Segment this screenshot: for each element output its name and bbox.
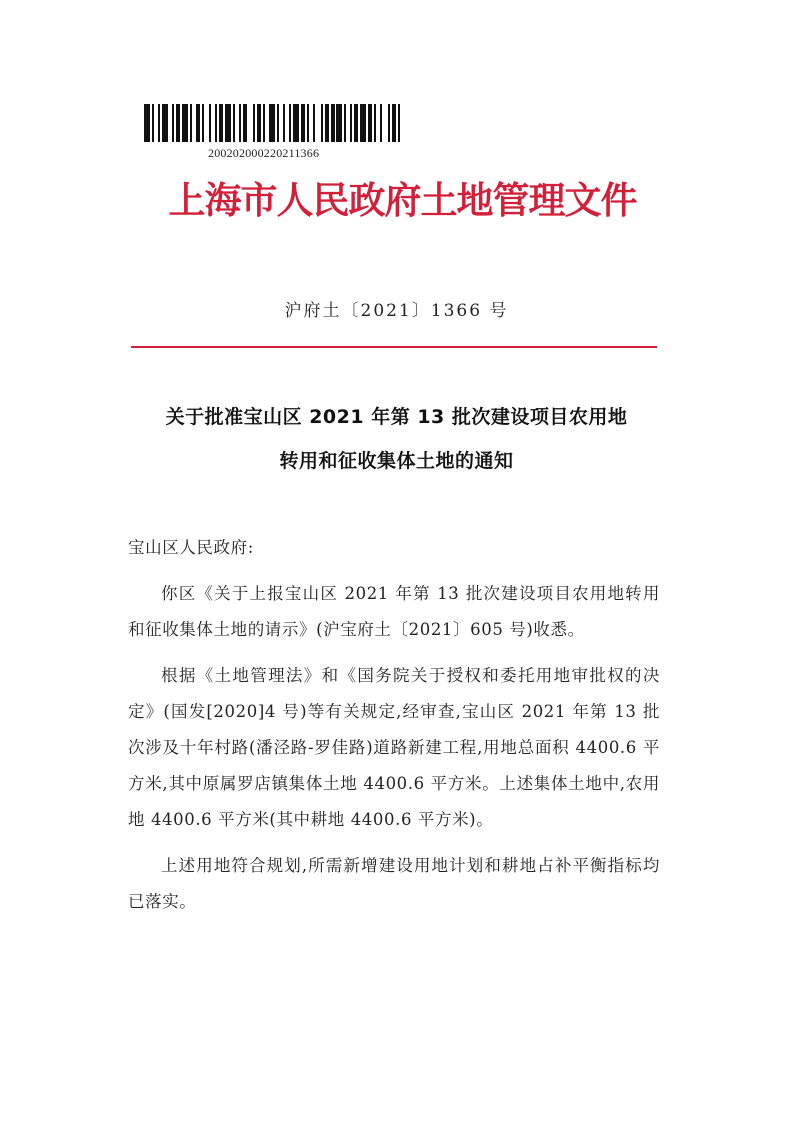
- notice-title-line-2: 转用和征收集体土地的通知: [279, 450, 514, 472]
- red-divider: [131, 346, 657, 348]
- barcode: [144, 104, 400, 142]
- barcode-number: 200202000220211366: [208, 146, 320, 160]
- body-paragraph-1: 你区《关于上报宝山区 2021 年第 13 批次建设项目农用地转用和征收集体土地的请示》(沪宝府土〔2021〕605 号)收悉。: [128, 584, 660, 639]
- document-body: [128, 530, 660, 930]
- body-paragraph-3: 上述用地符合规划,所需新增建设用地计划和耕地占补平衡指标均已落实。: [128, 856, 660, 911]
- body-paragraph-2: 根据《土地管理法》和《国务院关于授权和委托用地审批权的决定》(国发[2020]4 号)等有关规定,经审查,宝山区 2021 年第 13 批次涉及十年村路(潘泾路-罗佳路)道路新建工程,用地总面积 4400.6 平方米,其中原属罗店镇集体土地 4400.6 平方米。上述集体土地中,农用地 4400.6 平方米(其中耕地 4400.6 平方米)。: [128, 666, 660, 829]
- salutation: 宝山区人民政府:: [128, 538, 254, 557]
- notice-title-line-1: 关于批准宝山区 2021 年第 13 批次建设项目农用地: [165, 406, 628, 428]
- issuer-header: 上海市人民政府土地管理文件: [168, 178, 637, 222]
- document-number: 沪府土〔2021〕1366 号: [284, 301, 509, 321]
- notice-title: [0, 395, 793, 483]
- barcode-bar: [398, 104, 400, 142]
